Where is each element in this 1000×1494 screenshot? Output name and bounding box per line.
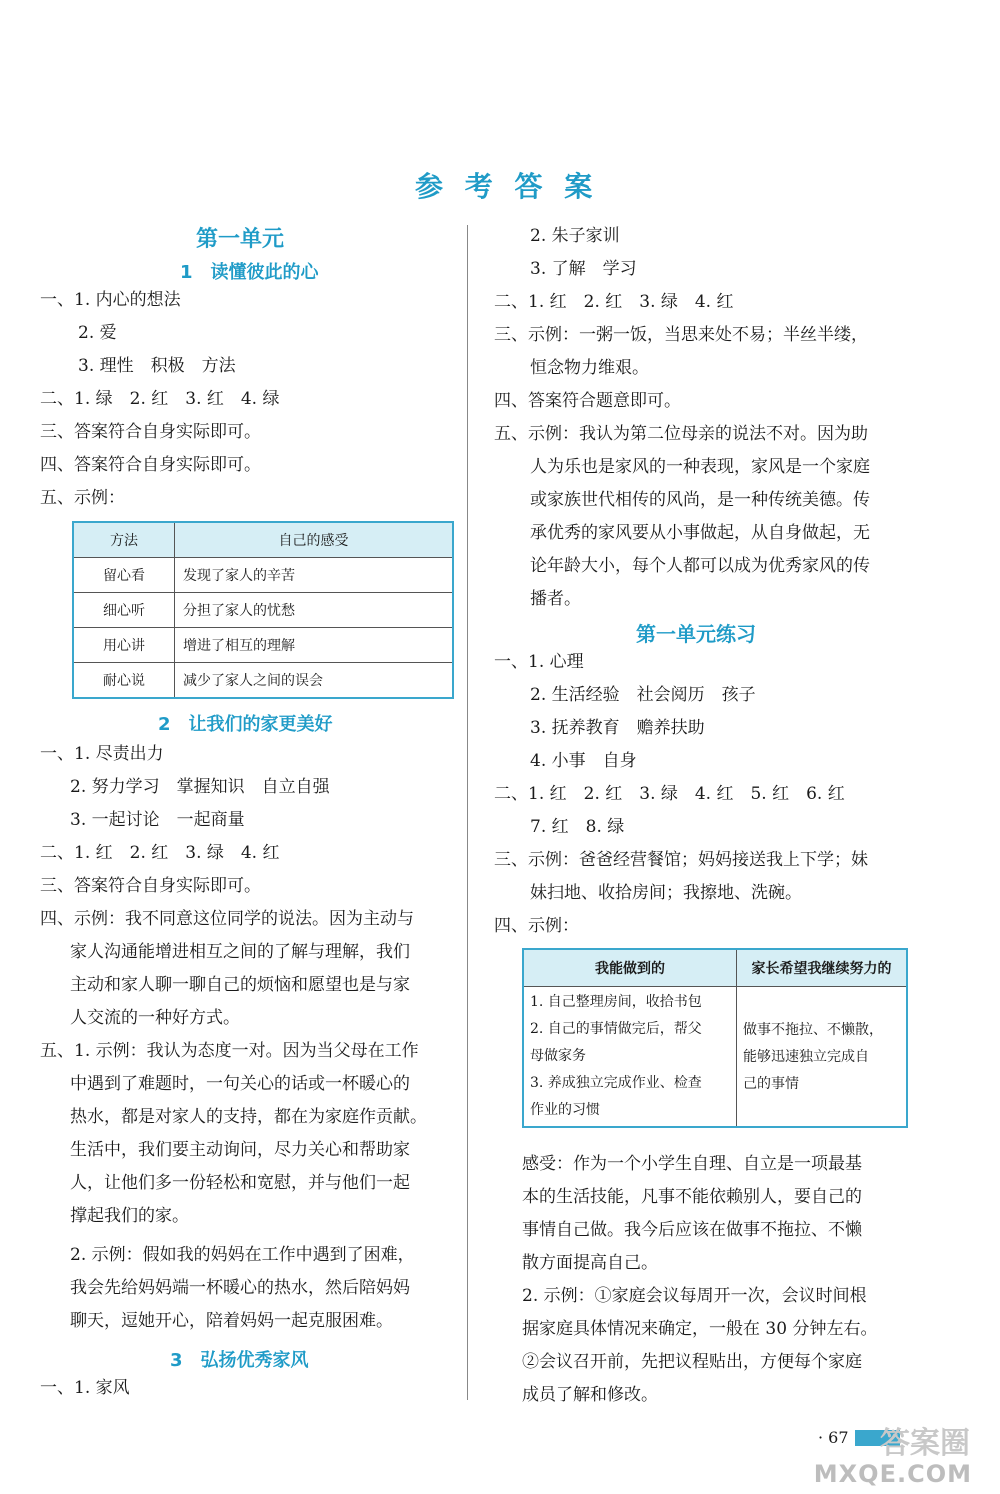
- table-row: [523, 987, 907, 1128]
- table-header: 我能做到的: [523, 949, 737, 987]
- l3-line: 一、1. 家风: [40, 1378, 130, 1398]
- l1-line: 二、1. 绿 2. 红 3. 红 4. 绿: [40, 389, 280, 409]
- l1-line: 五、示例：: [40, 488, 125, 508]
- b-line: 2. 示例：①家庭会议每周开一次，会议时间根: [522, 1286, 867, 1306]
- p-line: 妹扫地、收拾房间；我擦地、洗碗。: [530, 883, 802, 903]
- l2-line: 人交流的一种好方式。: [70, 1008, 240, 1028]
- l2-line: 聊天，逗她开心，陪着妈妈一起克服困难。: [70, 1311, 393, 1331]
- l2-line: 五、1. 示例：我认为态度一对。因为当父母在工作: [40, 1041, 419, 1061]
- practice-title: 第一单元练习: [636, 622, 756, 646]
- watermark-logo: 答案圈: [880, 1426, 970, 1461]
- table-cell: [737, 987, 908, 1128]
- b-line: 成员了解和修改。: [522, 1385, 658, 1405]
- table-cell: 耐心说: [73, 663, 175, 699]
- p-line: 一、1. 心理: [494, 652, 584, 672]
- r-line: 人为乐也是家风的一种表现，家风是一个家庭: [530, 457, 870, 477]
- l1-line: 一、1. 内心的想法: [40, 290, 181, 310]
- column-divider: [467, 225, 468, 1400]
- l2-line: 我会先给妈妈端一杯暖心的热水，然后陪妈妈: [70, 1278, 410, 1298]
- r-line: 2. 朱子家训: [530, 226, 620, 246]
- l2-line: 三、答案符合自身实际即可。: [40, 876, 261, 896]
- l2-line: 家人沟通能增进相互之间的了解与理解，我们: [70, 942, 410, 962]
- l2-line: 二、1. 红 2. 红 3. 绿 4. 红: [40, 843, 280, 863]
- b-line: 散方面提高自己。: [522, 1253, 658, 1273]
- table-cell: 用心讲: [73, 628, 175, 663]
- l2-line: 热水，都是对家人的支持，都在为家庭作贡献。: [70, 1107, 427, 1127]
- cell-line: 作业的习惯: [530, 1102, 600, 1118]
- unit-title: 第一单元: [196, 227, 285, 252]
- p-line: 4. 小事 自身: [530, 751, 637, 771]
- page-title: 参 考 答 案: [415, 170, 599, 203]
- lesson1-title: 1 读懂彼此的心: [180, 262, 319, 283]
- l2-line: 2. 示例：假如我的妈妈在工作中遇到了困难，: [70, 1245, 415, 1265]
- b-line: 感受：作为一个小学生自理、自立是一项最基: [522, 1154, 862, 1174]
- table-row: [73, 663, 453, 699]
- p-line: 四、示例：: [494, 916, 579, 936]
- cell-line: 2. 自己的事情做完后，帮父: [530, 1021, 702, 1037]
- table-cell: 留心看: [73, 558, 175, 593]
- l1-line: 三、答案符合自身实际即可。: [40, 422, 261, 442]
- l2-line: 撑起我们的家。: [70, 1206, 189, 1226]
- b-line: 本的生活技能，凡事不能依赖别人，要自己的: [522, 1187, 862, 1207]
- l2-line: 一、1. 尽责出力: [40, 744, 164, 764]
- table-cell: 增进了相互的理解: [175, 628, 454, 663]
- cell-line: 做事不拖拉、不懒散，: [743, 1022, 883, 1038]
- table-row: [73, 558, 453, 593]
- page-number: · 67: [818, 1428, 849, 1447]
- watermark-url: MXQE.COM: [813, 1460, 972, 1488]
- r-line: 播者。: [530, 589, 581, 609]
- cell-line: 己的事情: [743, 1076, 799, 1092]
- lesson3-title: 3 弘扬优秀家风: [170, 1350, 309, 1371]
- l2-line: 中遇到了难题时，一句关心的话或一杯暖心的: [70, 1074, 410, 1094]
- p-line: 7. 红 8. 绿: [530, 817, 625, 837]
- l2-line: 2. 努力学习 掌握知识 自立自强: [70, 777, 330, 797]
- l2-line: 3. 一起讨论 一起商量: [70, 810, 245, 830]
- cell-line: 1. 自己整理房间，收拾书包: [530, 994, 702, 1010]
- l2-line: 人，让他们多一份轻松和宽慰，并与他们一起: [70, 1173, 410, 1193]
- r-line: 或家族世代相传的风尚，是一种传统美德。传: [530, 490, 870, 510]
- table-cell: 减少了家人之间的误会: [175, 663, 454, 699]
- p-line: 2. 生活经验 社会阅历 孩子: [530, 685, 756, 705]
- table-row: [73, 593, 453, 628]
- cell-line: 能够迅速独立完成自: [743, 1049, 869, 1065]
- cell-line: 母做家务: [530, 1048, 586, 1064]
- b-line: ②会议召开前，先把议程贴出，方便每个家庭: [522, 1352, 862, 1372]
- l2-line: 主动和家人聊一聊自己的烦恼和愿望也是与家: [70, 975, 410, 995]
- l1-line: 2. 爱: [78, 323, 117, 343]
- l2-line: 生活中，我们要主动询问，尽力关心和帮助家: [70, 1140, 410, 1160]
- table-cell: [523, 987, 737, 1128]
- l1-line: 四、答案符合自身实际即可。: [40, 455, 261, 475]
- l2-line: 四、示例：我不同意这位同学的说法。因为主动与: [40, 909, 414, 929]
- table-cell: 细心听: [73, 593, 175, 628]
- r-line: 四、答案符合题意即可。: [494, 391, 681, 411]
- b-line: 事情自己做。我今后应该在做事不拖拉、不懒: [522, 1220, 862, 1240]
- table-cell: 发现了家人的辛苦: [175, 558, 454, 593]
- l1-line: 3. 理性 积极 方法: [78, 356, 236, 376]
- r-line: 三、示例：一粥一饭，当思来处不易；半丝半缕，: [494, 325, 868, 345]
- table-row: [73, 628, 453, 663]
- r-line: 二、1. 红 2. 红 3. 绿 4. 红: [494, 292, 734, 312]
- lesson2-title: 2 让我们的家更美好: [158, 714, 333, 735]
- table-header: 方法: [73, 522, 175, 558]
- p-line: 三、示例：爸爸经营餐馆；妈妈接送我上下学；妹: [494, 850, 868, 870]
- table-header: 自己的感受: [175, 522, 454, 558]
- progress-table: [522, 948, 908, 1128]
- r-line: 论年龄大小，每个人都可以成为优秀家风的传: [530, 556, 870, 576]
- r-line: 3. 了解 学习: [530, 259, 637, 279]
- b-line: 据家庭具体情况来确定，一般在 30 分钟左右。: [522, 1319, 878, 1339]
- cell-line: 3. 养成独立完成作业、检查: [530, 1075, 702, 1091]
- table-header: 家长希望我继续努力的: [737, 949, 908, 987]
- feelings-table: [72, 521, 454, 699]
- table-cell: 分担了家人的忧愁: [175, 593, 454, 628]
- r-line: 五、示例：我认为第二位母亲的说法不对。因为助: [494, 424, 868, 444]
- r-line: 恒念物力维艰。: [530, 358, 649, 378]
- r-line: 承优秀的家风要从小事做起，从自身做起，无: [530, 523, 870, 543]
- p-line: 二、1. 红 2. 红 3. 绿 4. 红 5. 红 6. 红: [494, 784, 845, 804]
- p-line: 3. 抚养教育 赡养扶助: [530, 718, 705, 738]
